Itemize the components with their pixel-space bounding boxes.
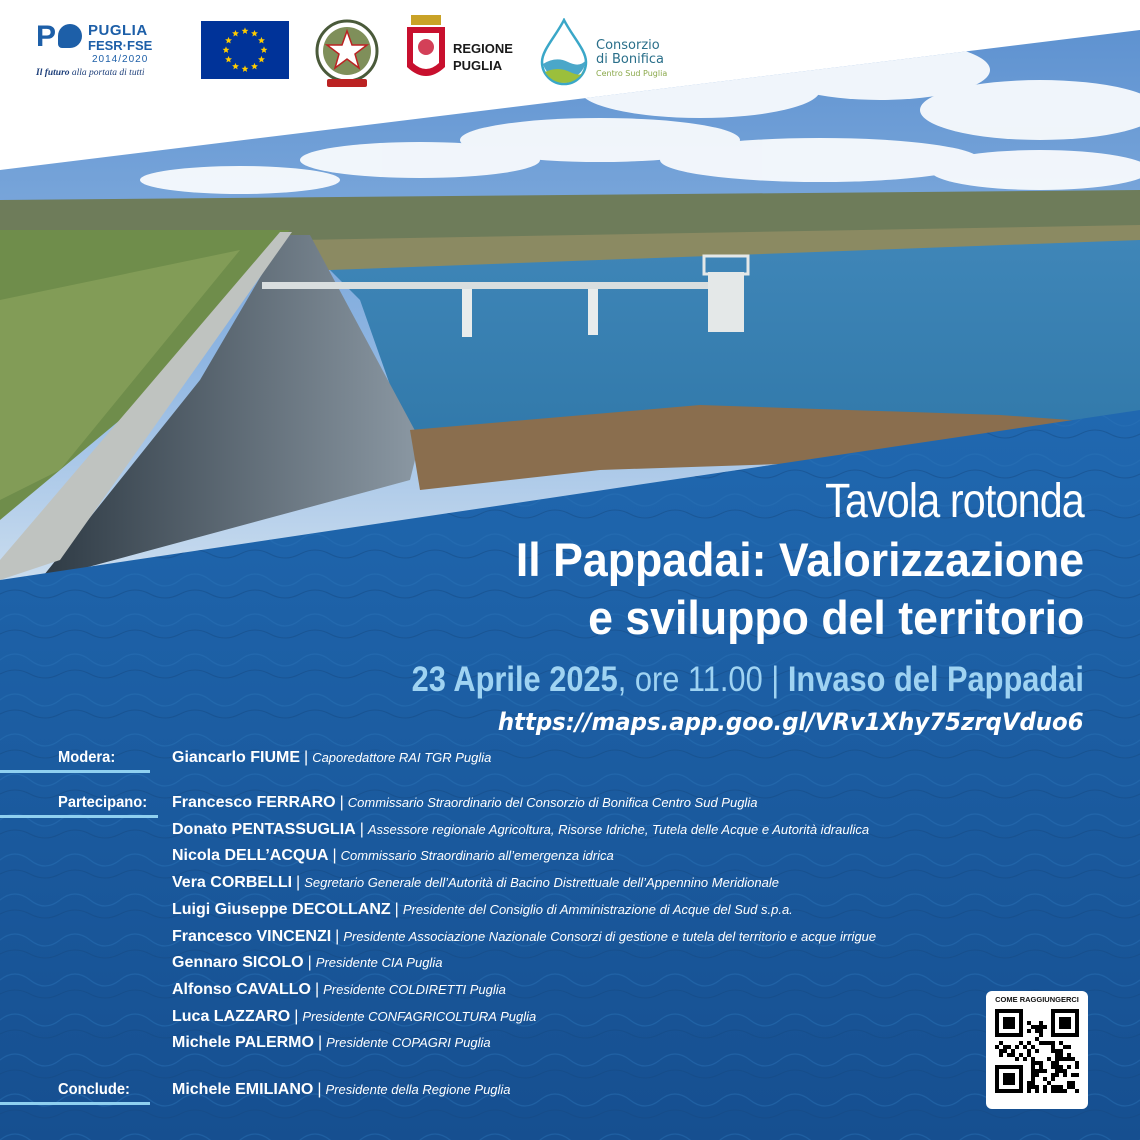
concludes-label: Conclude: (58, 1081, 130, 1098)
participants-label: Partecipano: (58, 794, 148, 811)
por-puglia-logo (36, 20, 186, 80)
participant-row (172, 794, 757, 812)
participant-role: Presidente COLDIRETTI Puglia (323, 981, 506, 997)
por-tagline: Il futuro alla portata di tutti (36, 68, 145, 78)
participant-name: Francesco VINCENZI (172, 927, 332, 945)
por-line2: FESR·FSE (88, 38, 153, 53)
water-drop-icon (538, 18, 590, 86)
participant-role: Presidente CONFAGRICOLTURA Puglia (302, 1008, 537, 1024)
separator: | (339, 794, 344, 811)
participant-row (172, 901, 793, 919)
participant-role: Commissario Straordinario all’emergenza idrica (340, 848, 614, 864)
participant-row (172, 821, 869, 839)
participant-name: Alfonso CAVALLO (172, 980, 311, 998)
participant-row (172, 1034, 491, 1052)
separator: | (317, 1034, 323, 1052)
italian-republic-emblem-icon (313, 15, 381, 91)
event-date-venue (412, 660, 1084, 700)
consorzio-line3: Centro Sud Puglia (596, 69, 668, 78)
por-line3: 2014/2020 (92, 54, 149, 65)
separator: | (304, 749, 309, 766)
consorzio-line2: di Bonifica (596, 52, 665, 67)
participant-row (172, 874, 779, 892)
moderator-name: Giancarlo FIUME (172, 749, 301, 766)
separator: | (307, 954, 312, 972)
moderator-row (172, 749, 491, 767)
participant-role: Presidente Associazione Nazionale Consorzi di gestione e tutela del territorio e acque irrigue (343, 928, 877, 944)
separator: | (317, 1081, 322, 1098)
consorzio-logo (538, 18, 708, 88)
regione-puglia-logo (405, 15, 525, 85)
regione-shield-icon (405, 15, 447, 85)
participant-name: Francesco FERRARO (172, 794, 336, 811)
concludes-underline (0, 1102, 150, 1105)
por-mark: P (36, 20, 57, 53)
maps-link[interactable]: https://maps.app.goo.gl/VRv1Xhy75zrqVduo6 (498, 708, 1084, 736)
separator: | (335, 927, 340, 945)
event-title-line1: Il Pappadai: Valorizzazione (515, 533, 1084, 586)
participant-name: Michele PALERMO (172, 1034, 314, 1052)
participant-name: Donato PENTASSUGLIA (172, 820, 356, 838)
concluding-name: Michele EMILIANO (172, 1081, 314, 1098)
participant-row (172, 954, 442, 972)
regione-line1: REGIONE (453, 41, 513, 56)
event-date: 23 Aprile 2025 (411, 660, 618, 699)
participant-role: Presidente COPAGRI Puglia (326, 1035, 491, 1051)
concluding-role: Presidente della Regione Puglia (325, 1082, 511, 1097)
moderator-role: Caporedattore RAI TGR Puglia (312, 750, 492, 765)
moderator-underline (0, 770, 150, 773)
regione-line2: PUGLIA (453, 58, 503, 73)
event-kicker: Tavola rotonda (825, 475, 1084, 528)
participant-name: Vera CORBELLI (172, 874, 293, 892)
consorzio-line1: Consorzio (596, 38, 660, 53)
participant-role: Assessore regionale Agricoltura, Risorse Idriche, Tutela delle Acque e Autorità idraulica (367, 821, 870, 837)
event-venue: Invaso del Pappadai (787, 660, 1084, 699)
eu-flag-icon (201, 21, 289, 79)
separator: | (314, 980, 320, 998)
participant-name: Luigi Giuseppe DECOLLANZ (172, 900, 391, 918)
concluding-row (172, 1081, 511, 1099)
participant-row (172, 847, 614, 865)
separator: | (359, 820, 364, 838)
participant-role: Segretario Generale dell’Autorità di Bacino Distrettuale dell’Appennino Meridionale (304, 875, 779, 891)
participant-row (172, 928, 876, 946)
separator: | (296, 874, 301, 892)
event-title-line2: e sviluppo del territorio (587, 591, 1084, 644)
participant-name: Nicola DELL’ACQUA (172, 847, 329, 865)
por-line1: PUGLIA (88, 22, 148, 39)
separator: | (394, 900, 399, 918)
participants-underline (0, 815, 158, 818)
participant-name: Gennaro SICOLO (172, 954, 304, 972)
participant-row (172, 1008, 536, 1026)
qr-label: COME RAGGIUNGERCI (995, 995, 1079, 1004)
participant-role: Presidente CIA Puglia (315, 955, 443, 971)
participant-row (172, 981, 506, 999)
participant-name: Luca LAZZARO (172, 1007, 291, 1025)
participant-role: Commissario Straordinario del Consorzio di Bonifica Centro Sud Puglia (347, 795, 758, 810)
participant-role: Presidente del Consiglio di Amministrazione di Acque del Sud s.p.a. (402, 901, 793, 917)
event-time: , ore 11.00 | (617, 660, 788, 699)
qr-code-icon[interactable] (995, 1009, 1079, 1093)
separator: | (332, 847, 337, 865)
separator: | (294, 1007, 299, 1025)
moderator-label: Modera: (58, 749, 116, 766)
qr-card[interactable] (986, 991, 1088, 1109)
speech-bubble-icon (58, 24, 82, 48)
